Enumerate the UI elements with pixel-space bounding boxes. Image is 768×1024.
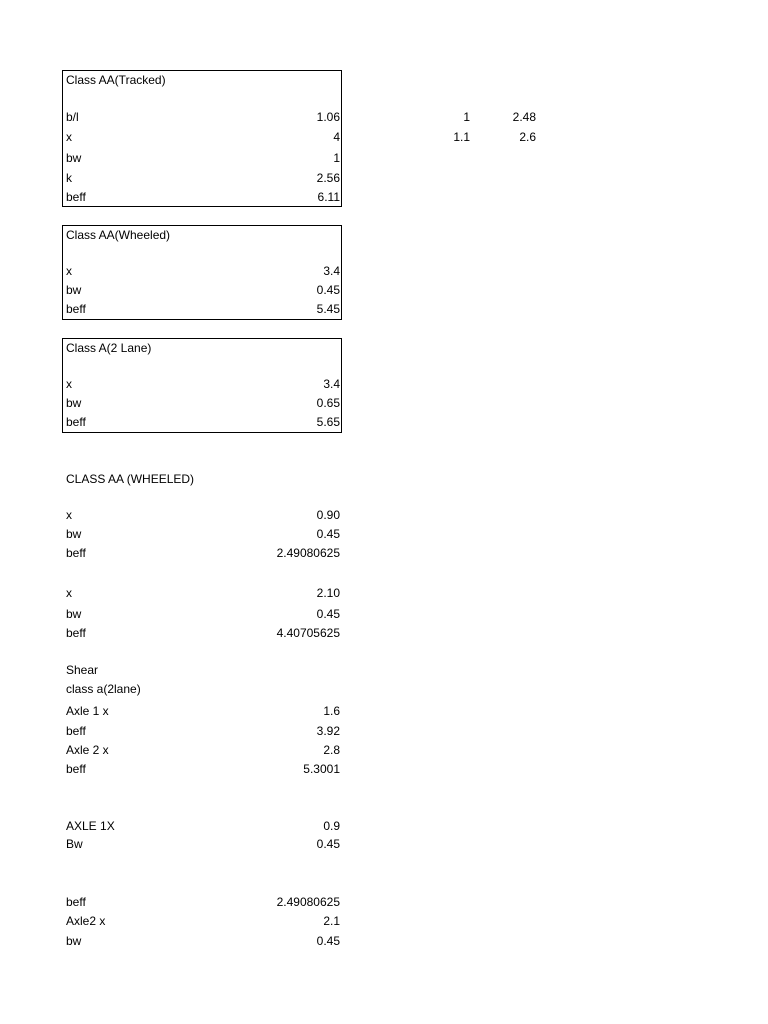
classa-box-row xyxy=(66,375,342,393)
shear-subtitle: class a(2lane) xyxy=(66,682,141,696)
row-label: x xyxy=(66,264,72,278)
shear-title: Shear xyxy=(66,663,99,677)
wheeled-box-row xyxy=(66,281,342,299)
side-value: 1 xyxy=(463,110,470,124)
wheeled-section-row xyxy=(66,506,342,524)
row-value: 5.3001 xyxy=(303,762,340,776)
wheeled-box-row xyxy=(66,262,342,280)
row-label: beff xyxy=(66,415,86,429)
row-label: bw xyxy=(66,283,82,297)
row-label: k xyxy=(66,171,72,185)
wheeled-section-row xyxy=(66,525,342,543)
wheeled-section-row xyxy=(66,544,342,562)
classa-box-title: Class A(2 Lane) xyxy=(66,341,152,355)
row-label: beff xyxy=(66,302,86,316)
row-value: 0.45 xyxy=(316,283,340,297)
row-value: 2.10 xyxy=(316,586,340,600)
wheeled-box-row xyxy=(66,300,342,318)
tracked-row xyxy=(66,108,342,126)
side-value: 2.6 xyxy=(519,130,536,144)
row-value: 6.11 xyxy=(317,190,340,204)
tracked-row xyxy=(66,169,342,187)
row-value: 0.9 xyxy=(323,819,340,833)
axle-row xyxy=(66,932,342,950)
row-label: beff xyxy=(66,762,86,776)
shear-row xyxy=(66,741,342,759)
tracked-row xyxy=(66,149,342,167)
row-value: 0.45 xyxy=(316,837,340,851)
row-label: x xyxy=(66,586,72,600)
side-value: 1.1 xyxy=(453,130,470,144)
row-value: 2.8 xyxy=(323,743,340,757)
row-value: 1.06 xyxy=(316,110,340,124)
row-label: beff xyxy=(66,724,86,738)
row-label: b/l xyxy=(66,110,79,124)
row-label: bw xyxy=(66,151,82,165)
wheeled-section-row xyxy=(66,605,342,623)
row-value: 0.45 xyxy=(316,607,340,621)
row-value: 5.45 xyxy=(316,302,340,316)
row-label: x xyxy=(66,130,72,144)
wheeled-section-row xyxy=(66,584,342,602)
side-value: 2.48 xyxy=(512,110,536,124)
axle-row xyxy=(66,835,342,853)
tracked-row xyxy=(66,188,342,206)
axle-row xyxy=(66,912,342,930)
row-label: beff xyxy=(66,895,86,909)
shear-row xyxy=(66,760,342,778)
wheeled-box-title: Class AA(Wheeled) xyxy=(66,228,171,242)
wheeled-section-title: CLASS AA (WHEELED) xyxy=(66,472,195,486)
row-label: Axle2 x xyxy=(66,914,106,928)
row-value: 2.49080625 xyxy=(276,546,340,560)
row-label: Axle 2 x xyxy=(66,743,109,757)
row-value: 4 xyxy=(333,130,340,144)
classa-box-row xyxy=(66,394,342,412)
row-value: 3.92 xyxy=(316,724,340,738)
row-label: beff xyxy=(66,626,86,640)
row-label: bw xyxy=(66,934,82,948)
row-label: AXLE 1X xyxy=(66,819,115,833)
row-value: 1.6 xyxy=(323,704,340,718)
row-label: bw xyxy=(66,607,82,621)
row-value: 0.45 xyxy=(316,527,340,541)
row-value: 2.49080625 xyxy=(276,895,340,909)
row-value: 0.45 xyxy=(316,934,340,948)
row-value: 0.65 xyxy=(316,396,340,410)
row-label: x xyxy=(66,377,72,391)
wheeled-section-row xyxy=(66,624,342,642)
row-value: 3.4 xyxy=(323,377,340,391)
row-value: 5.65 xyxy=(316,415,340,429)
row-label: beff xyxy=(66,190,86,204)
row-value: 2.56 xyxy=(316,171,340,185)
axle-row xyxy=(66,893,342,911)
classa-box-row xyxy=(66,413,342,431)
row-label: Bw xyxy=(66,837,83,851)
shear-row xyxy=(66,722,342,740)
row-label: beff xyxy=(66,546,86,560)
row-label: Axle 1 x xyxy=(66,704,109,718)
row-label: bw xyxy=(66,527,82,541)
row-value: 2.1 xyxy=(323,914,340,928)
axle-row xyxy=(66,817,342,835)
row-label: bw xyxy=(66,396,82,410)
row-label: x xyxy=(66,508,72,522)
row-value: 3.4 xyxy=(323,264,340,278)
row-value: 0.90 xyxy=(316,508,340,522)
row-value: 4.40705625 xyxy=(276,626,340,640)
shear-row xyxy=(66,702,342,720)
tracked-title: Class AA(Tracked) xyxy=(66,73,166,87)
tracked-row xyxy=(66,128,342,146)
row-value: 1 xyxy=(333,151,340,165)
